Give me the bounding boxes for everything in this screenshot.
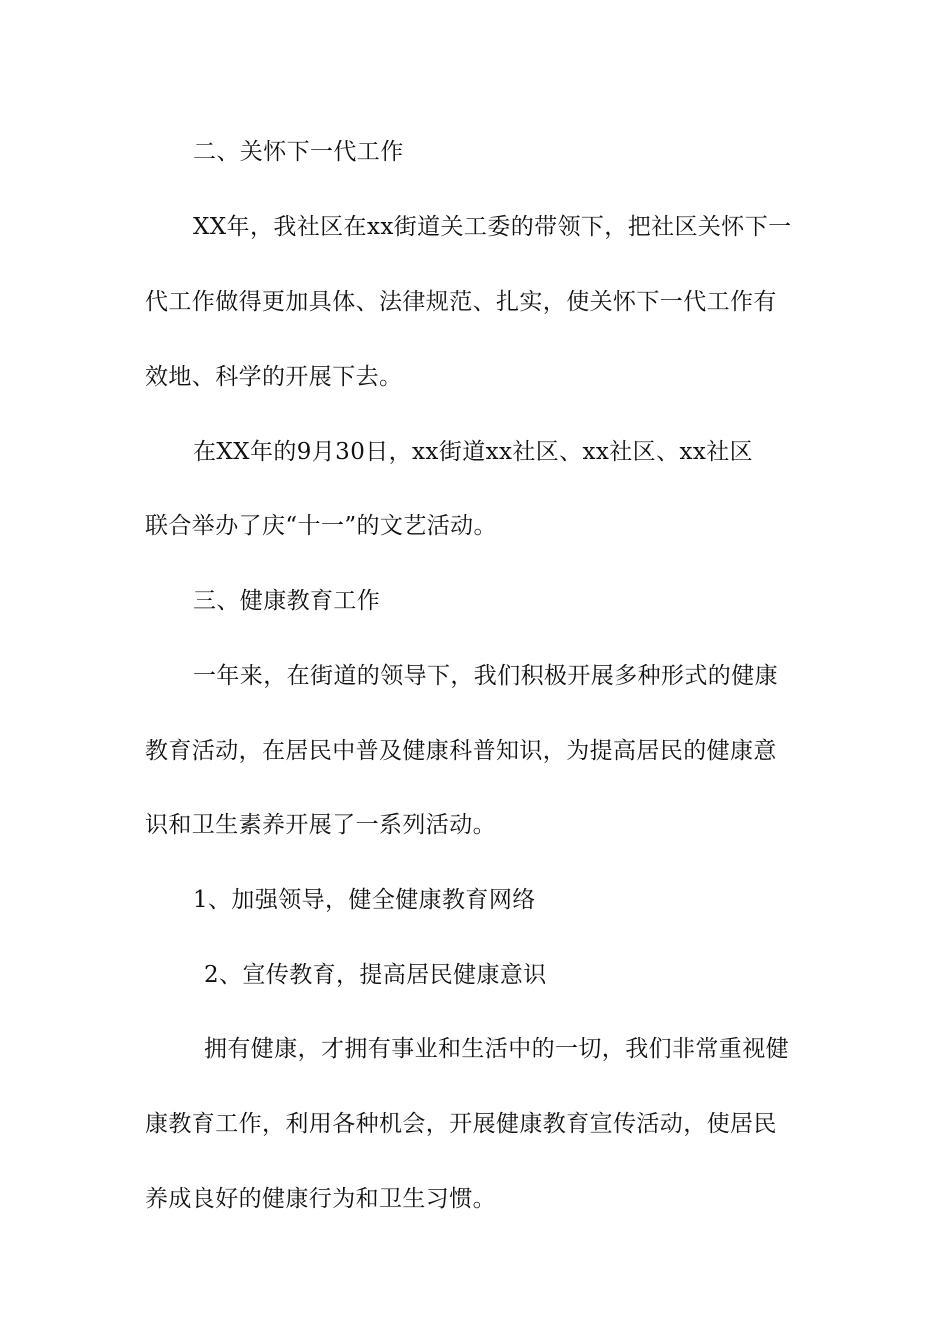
paragraph-line: 康教育工作，利用各种机会，开展健康教育宣传活动，使居民 bbox=[145, 1111, 777, 1137]
section-heading-health-education: 三、健康教育工作 bbox=[193, 588, 381, 614]
subheading-strengthen-leadership: 1、加强领导，健全健康教育网络 bbox=[193, 887, 536, 913]
paragraph-line: 识和卫生素养开展了一系列活动。 bbox=[145, 812, 496, 838]
paragraph-line: 养成良好的健康行为和卫生习惯。 bbox=[145, 1186, 496, 1212]
paragraph-line: 在XX年的9月30日，xx街道xx社区、xx社区、xx社区 bbox=[193, 439, 754, 465]
paragraph-line: 代工作做得更加具体、法律规范、扎实，使关怀下一代工作有 bbox=[145, 289, 777, 315]
paragraph-line: 教育活动，在居民中普及健康科普知识，为提高居民的健康意 bbox=[145, 738, 777, 764]
paragraph-line: 联合举办了庆“十一”的文艺活动。 bbox=[145, 513, 497, 539]
subheading-publicity-education: 2、宣传教育，提高居民健康意识 bbox=[204, 962, 547, 988]
paragraph-line: XX年，我社区在xx街道关工委的带领下，把社区关怀下一 bbox=[193, 214, 792, 240]
paragraph-line: 拥有健康，才拥有事业和生活中的一切，我们非常重视健 bbox=[204, 1036, 789, 1062]
section-heading-care-next-generation: 二、关怀下一代工作 bbox=[193, 139, 404, 165]
paragraph-line: 效地、科学的开展下去。 bbox=[145, 364, 403, 390]
paragraph-line: 一年来，在街道的领导下，我们积极开展多种形式的健康 bbox=[193, 663, 778, 689]
